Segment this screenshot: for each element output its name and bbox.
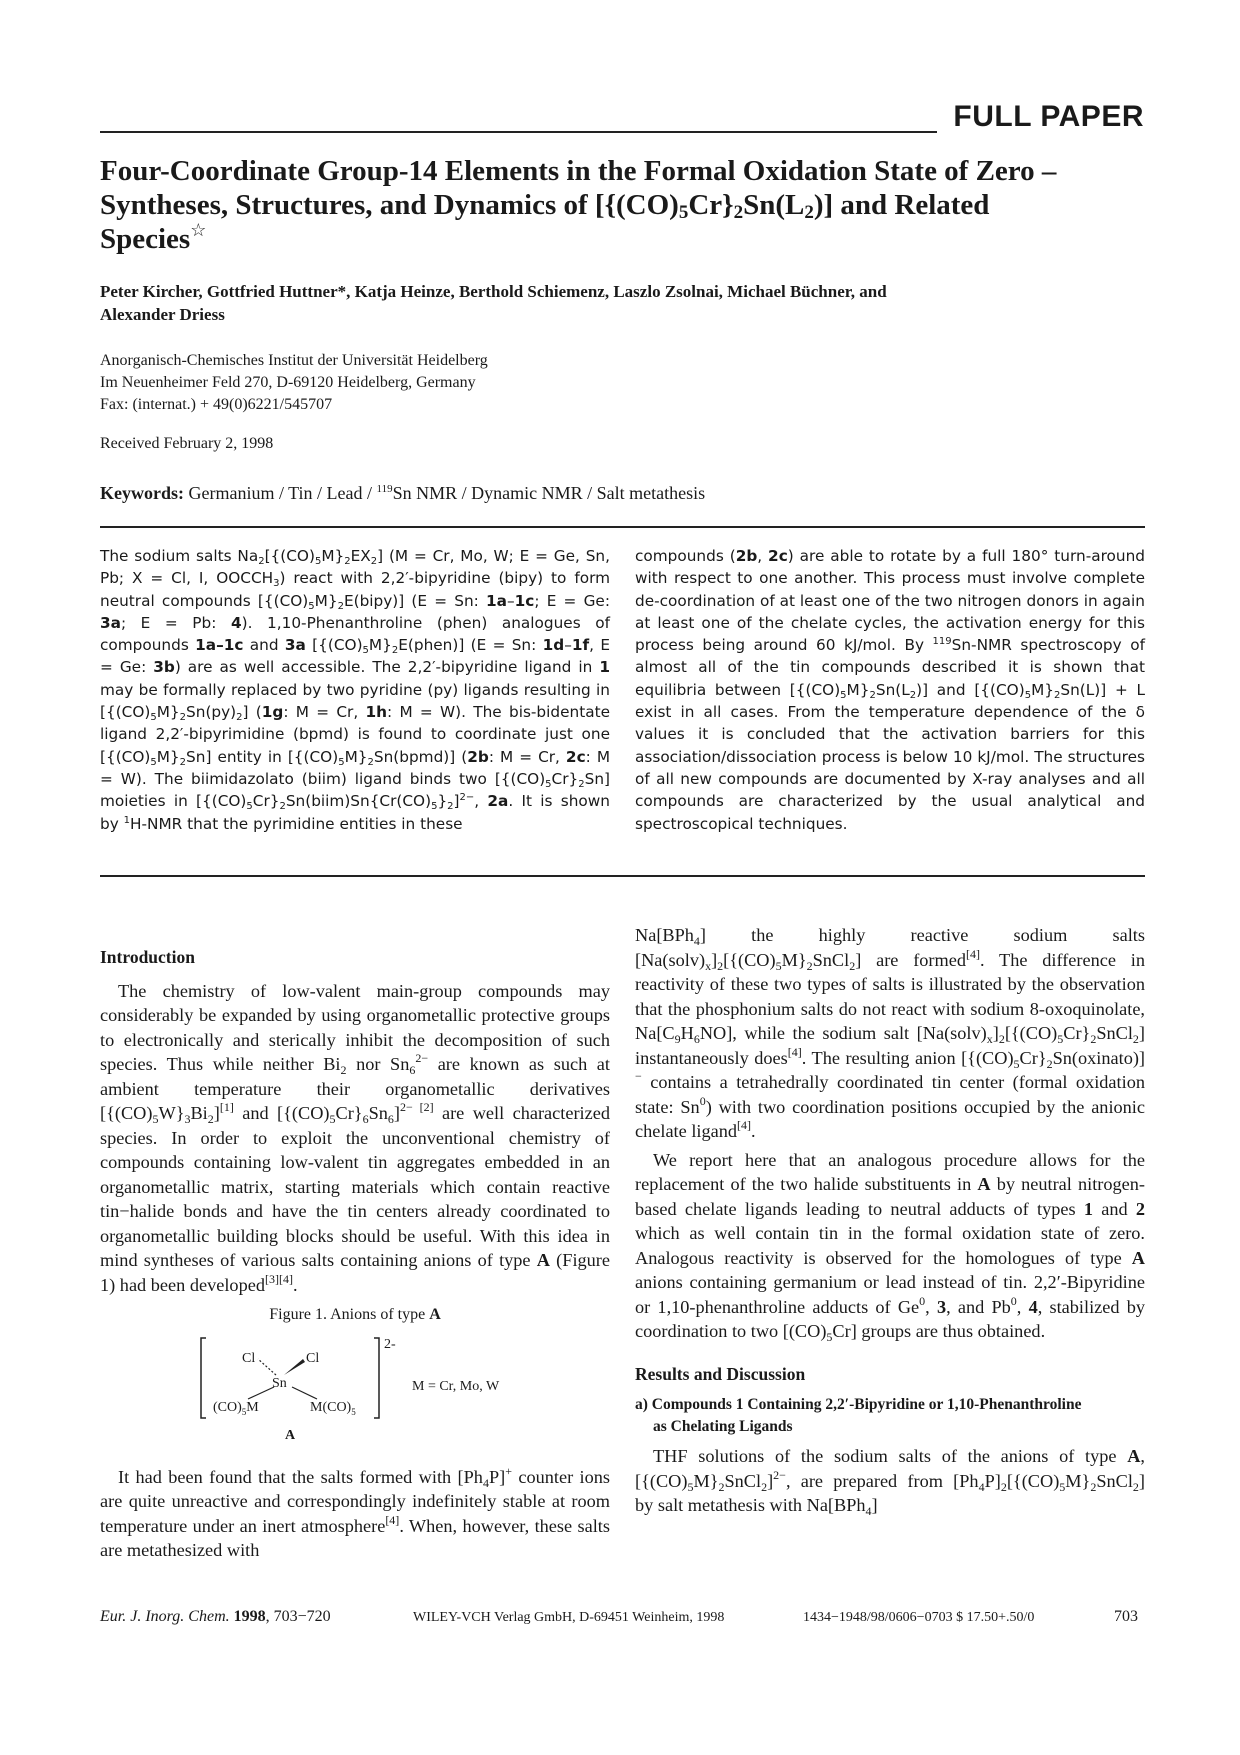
atom-label-sn: Sn — [272, 1375, 287, 1391]
paragraph: We report here that an analogous procedure allows for the replacement of the two halide substituents in A by neutral nitrogen-based chelate ligands leading to neutral adducts of types 1 and 2 which as well contain tin in the formal oxidation state of zero. Analogous reactivity is observed for the homologues of type A anions containing germanium or lead instead of tin. 2,2′-Bipyridine or 1,10-phenanthroline adducts of Ge$^0$, 3, and Pb$^0$, 4, stabilized by coordination to two $[(CO)_5Cr]$ groups are thus obtained. — [635, 1149, 1146, 1344]
affiliation: Anorganisch-Chemisches Institut der Universität Heidelberg Im Neuenheimer Feld 270, D-69120 Heidelberg, Germany Fax: (internat.) + 49(0)6221/545707 — [100, 352, 488, 413]
footer-issn: 1434−1948/98/0606−0703 $ 17.50+.50/0 — [803, 1610, 1035, 1625]
title-line-3: Species☆ — [100, 220, 207, 255]
body-column-left — [100, 945, 610, 1563]
atom-label-m-right: $M(CO)_5$ — [310, 1399, 356, 1417]
title-footnote-mark: ☆ — [190, 220, 207, 240]
paragraph: Na[BPh$_4$] the highly reactive sodium salts $[Na(solv)_x]_2[\{(CO)_5M\}_2SnCl_2]$ are formed[4]. The difference in reactivity of these two types of salts is illustrated by the observation that the phosphonium salts do not react with sodium 8-oxoquinolate, $Na[C_9H_6NO]$, while the sodium salt $[Na(solv)_x]_2[\{(CO)_5Cr\}_2SnCl_2]$ instantaneously does[4]. The resulting anion $[\{(CO)_5Cr\}_2Sn(oxinato)]^-$ contains a tetrahedrally coordinated tin center (formal oxidation state: Sn$^0$) with two coordination positions occupied by the anionic chelate ligand[4]. — [635, 925, 1146, 1141]
title-line-1: Four-Coordinate Group-14 Elements in the Formal Oxidation State of Zero – — [100, 155, 1057, 187]
paragraph: It had been found that the salts formed with $[Ph_4P]^+$ counter ions are quite unreactive and correspondingly indefinitely stable at room temperature under an inert atmosphere[4]. When, however, these salts are metathesized with — [100, 1463, 611, 1560]
anion-structure-diagram — [100, 1328, 610, 1453]
section-heading-introduction: Introduction — [100, 947, 195, 967]
atom-label-cl-right: Cl — [306, 1350, 320, 1366]
received-date: Received February 2, 1998 — [100, 435, 274, 452]
header-rule — [100, 131, 937, 133]
footer-citation: Eur. J. Inorg. Chem. 1998, 703−720 — [100, 1608, 331, 1625]
article-title — [100, 154, 1150, 256]
keywords: Keywords: Germanium / Tin / Lead / $^{119}$Sn NMR / Dynamic NMR / Salt metathesis — [100, 483, 706, 503]
paragraph: THF solutions of the sodium salts of the anions of type A, $[\{(CO)_5M\}_2SnCl_2]^{2-}$, are prepared from $[Ph_4P]_2[\{(CO)_5M\}_2SnCl_2]$ by salt metathesis with Na[BPh$_4$] — [635, 1446, 1145, 1518]
figure-caption: Figure 1. Anions of type A — [269, 1306, 441, 1323]
atom-label-cl-left: Cl — [242, 1350, 256, 1366]
abstract-column-right: compounds (2b, 2c) are able to rotate by a full 180° turn-around with respect to one another. This process must involve complete de-coordination of at least one of the two nitrogen donors in again at least one of the chelate cycles, the activation energy for this process being around 60 kJ/mol. By $^{119}$Sn-NMR spectroscopy of almost all of the tin compounds described it is shown that equilibria between $[\{(CO)_5M\}_2Sn(L_2)]$ and $[\{(CO)_5M\}_2Sn(L)] + L$ exist in all cases. From the temperature dependence of the δ values it is concluded that the activation barriers for this association/dissociation process is below 10 kJ/mol. The structures of all new compounds are documented by X-ray analyses and all compounds are characterized by the usual analytical and spectroscopical techniques. — [635, 547, 1146, 833]
abstract-bottom-rule — [100, 875, 1145, 877]
title-line-2: Syntheses, Structures, and Dynamics of $[\{(CO)_5Cr\}_2Sn(L_2)]$ and Related — [100, 189, 990, 223]
atom-label-m-left: $(CO)_5M$ — [213, 1399, 259, 1417]
abstract-top-rule — [100, 526, 1145, 528]
figure-1-structure — [100, 1328, 610, 1453]
footer-publisher: WILEY-VCH Verlag GmbH, D-69451 Weinheim, 1998 — [413, 1610, 725, 1625]
subsection-heading-a: a) Compounds 1 Containing 2,2′-Bipyridine or 1,10-Phenanthroline as Chelating Ligands — [635, 1396, 1082, 1435]
body-column-right — [635, 923, 1145, 1518]
abstract-column-left: The sodium salts $Na_2[\{(CO)_5M\}_2EX_2] (M = Cr$, Mo, W; E = Ge, Sn, Pb; X = Cl, I, $OOCCH_3$) react with 2,2′-bipyridine (bipy) to form neutral compounds $[\{(CO)_5M\}_2E(bipy)] (E = Sn$: 1a–1c; E = Ge: 3a; E = Pb: 4). 1,10-Phenanthroline (phen) analogues of compounds 1a–1c and 3a $[\{(CO)_5M\}_2E(phen)] (E = Sn$: 1d–1f, E = Ge: 3b) are as well accessible. The 2,2′-bipyridine ligand in 1 may be formally replaced by two pyridine (py) ligands resulting in $[\{(CO)_5M\}_2Sn(py)_2]$ (1g: M = Cr, 1h: M = W). The bis-bidentate ligand 2,2′-bipyrimidine (bpmd) is found to coordinate just one $[\{(CO)_5M\}_2Sn]$ entity in $[\{(CO)_5M\}_2Sn(bpmd)]$ (2b: M = Cr, 2c: M = W). The biimidazolato (biim) ligand binds two $[\{(CO)_5Cr\}_2Sn]$ moieties in $[\{(CO)_5Cr\}_2Sn(biim)Sn\{Cr(CO)_5\}_2]^{2-}$, 2a. It is shown by $^1$H-NMR that the pyrimidine entities in these — [100, 547, 611, 833]
metal-legend: M = Cr, Mo, W — [412, 1378, 500, 1394]
article-type-label: FULL PAPER — [953, 100, 1144, 133]
paragraph: The chemistry of low-valent main-group compounds may considerably be expanded by using organometallic protective groups to electronically and sterically inhibit the decomposition of such species. Thus while neither $Bi_2$ nor $Sn_6^{2-}$ are known as such at ambient temperature their organometallic derivatives $[\{(CO)_5W\}_3Bi_2][1]$ and $[\{(CO)_5Cr\}_6Sn_6]^{2- [2]}$ are well characterized species. In order to exploit the unconventional chemistry of compounds containing low-valent tin aggregates embedded in an organometallic matrix, starting materials which contain reactive tin−halide bonds and have the tin centers already coordinated to organometallic building blocks should be useful. With this idea in mind syntheses of various salts containing anions of type A (Figure 1) had been developed[3][4]. — [100, 980, 611, 1295]
figure-label-a: A — [285, 1427, 296, 1443]
author-list: Peter Kircher, Gottfried Huttner*, Katja Heinze, Berthold Schiemenz, Laszlo Zsolnai, Michael Büchner, and Alexander Driess — [100, 282, 887, 324]
page-number: 703 — [1114, 1608, 1138, 1625]
anion-charge: 2- — [384, 1336, 396, 1352]
section-heading-results: Results and Discussion — [635, 1363, 806, 1384]
